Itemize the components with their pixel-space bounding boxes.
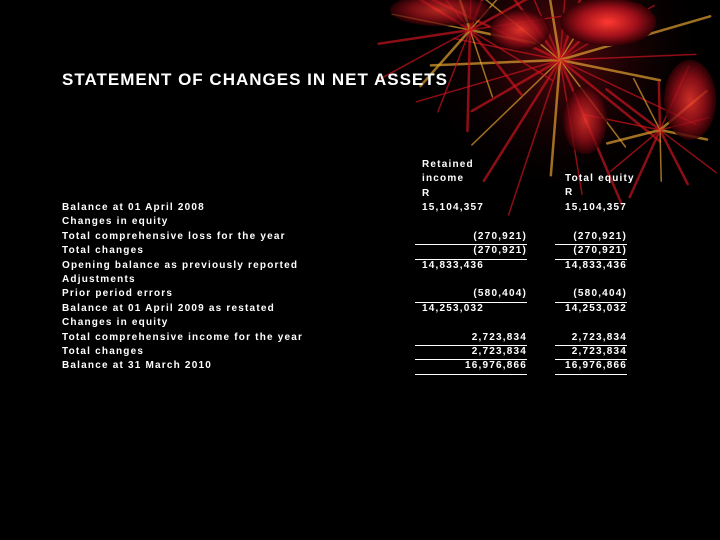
retained-income-cell: (580,404): [415, 287, 527, 302]
total-equity-cell: (270,921): [555, 244, 627, 259]
total-equity-cell: (270,921): [555, 230, 627, 245]
retained-income-header: [422, 158, 474, 201]
table-row: [0, 244, 720, 258]
row-label: Balance at 01 April 2008: [62, 202, 205, 213]
total-equity-cell: 16,976,866: [555, 359, 627, 374]
table-row: [0, 201, 720, 215]
orb-shape: [560, 0, 656, 46]
table-row: [0, 302, 720, 316]
table-row: [0, 316, 720, 330]
row-label: Changes in equity: [62, 216, 169, 228]
total-equity-cell: 15,104,357: [565, 202, 628, 213]
header-line: R: [565, 187, 574, 199]
retained-income-cell: 14,253,032: [422, 302, 485, 314]
header-line: R: [422, 187, 431, 199]
retained-income-cell: 15,104,357: [422, 202, 485, 213]
row-label: Adjustments: [62, 274, 136, 285]
retained-income-cell: (270,921): [415, 244, 527, 259]
row-label: Prior period errors: [62, 288, 174, 300]
total-equity-cell: 2,723,834: [555, 331, 627, 346]
row-label: Total changes: [62, 346, 145, 357]
page-title: STATEMENT OF CHANGES IN NET ASSETS: [62, 70, 448, 89]
table-row: [0, 331, 720, 345]
orb-shape: [664, 60, 716, 140]
retained-income-cell: 14,833,436: [422, 259, 485, 271]
header-line: Retained: [422, 159, 474, 170]
row-label: Balance at 01 April 2009 as restated: [62, 302, 275, 314]
table-row: [0, 359, 720, 373]
header-line: Total equity: [565, 173, 635, 184]
ray-shape: [659, 82, 660, 130]
row-label: Total changes: [62, 245, 145, 257]
retained-income-cell: 16,976,866: [415, 359, 527, 374]
total-equity-cell: 2,723,834: [555, 345, 627, 360]
row-label: Total comprehensive loss for the year: [62, 230, 286, 242]
table-row: [0, 215, 720, 229]
row-label: Total comprehensive income for the year: [62, 331, 304, 343]
row-label: Changes in equity: [62, 317, 169, 329]
table-row: [0, 345, 720, 359]
total-equity-header: [565, 172, 635, 201]
retained-income-cell: 2,723,834: [415, 345, 527, 360]
row-label: Opening balance as previously reported: [62, 259, 299, 271]
orb-shape: [490, 10, 550, 50]
row-label: Balance at 31 March 2010: [62, 360, 212, 372]
total-equity-cell: 14,253,032: [565, 302, 628, 314]
table-row: [0, 287, 720, 301]
header-line: income: [422, 173, 465, 185]
table-row: [0, 273, 720, 287]
retained-income-cell: 2,723,834: [415, 331, 527, 346]
total-equity-cell: 14,833,436: [565, 259, 628, 271]
orb-shape: [563, 86, 607, 154]
total-equity-cell: (580,404): [555, 287, 627, 302]
table-row: [0, 259, 720, 273]
retained-income-cell: (270,921): [415, 230, 527, 245]
table-row: [0, 230, 720, 244]
